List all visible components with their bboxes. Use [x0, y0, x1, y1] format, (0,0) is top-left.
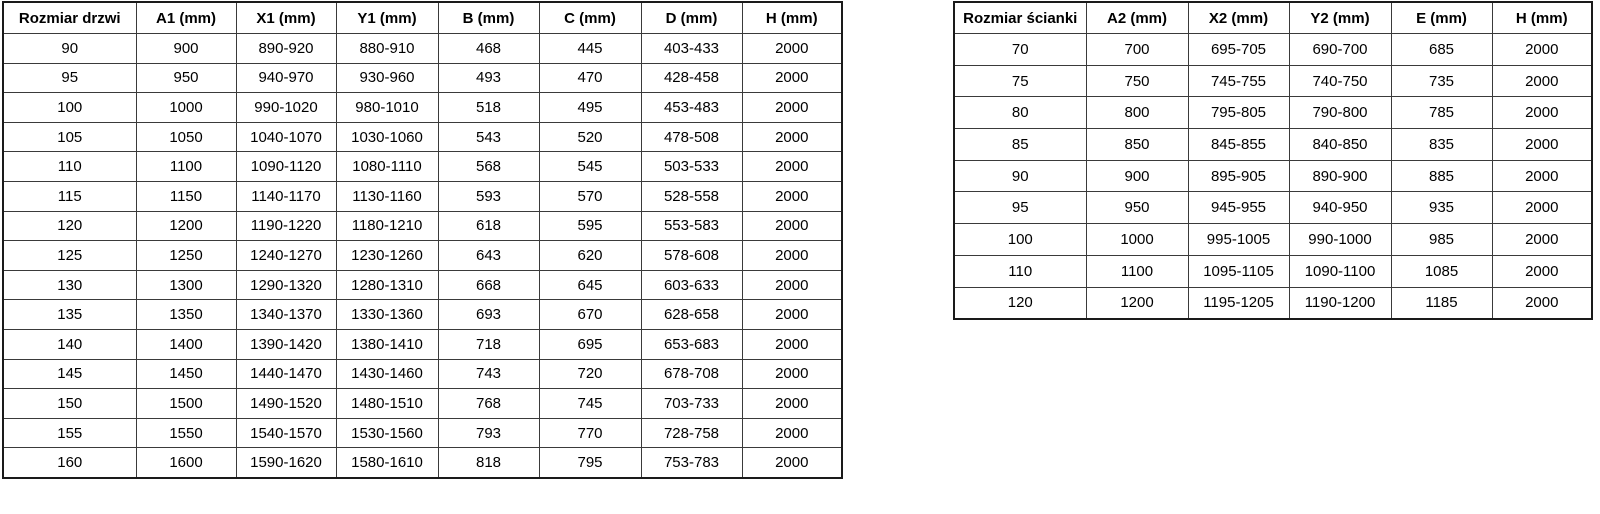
cell: 568	[438, 152, 539, 182]
cell: 990-1020	[236, 93, 336, 123]
cell: 115	[3, 181, 136, 211]
cell: 2000	[742, 211, 842, 241]
cell: 1550	[136, 418, 236, 448]
cell: 453-483	[641, 93, 742, 123]
cell: 1230-1260	[336, 241, 438, 271]
cell: 900	[1086, 160, 1188, 192]
cell: 1090-1100	[1289, 255, 1391, 287]
cell: 835	[1391, 129, 1492, 161]
table-row	[954, 160, 1592, 192]
table-row	[3, 418, 842, 448]
header-cell: X2 (mm)	[1188, 2, 1289, 34]
cell: 1280-1310	[336, 270, 438, 300]
cell: 2000	[1492, 192, 1592, 224]
cell: 1300	[136, 270, 236, 300]
cell: 1030-1060	[336, 122, 438, 152]
cell: 100	[954, 224, 1086, 256]
cell: 520	[539, 122, 641, 152]
cell: 468	[438, 34, 539, 64]
cell: 985	[1391, 224, 1492, 256]
cell: 753-783	[641, 448, 742, 478]
table-row	[3, 389, 842, 419]
cell: 880-910	[336, 34, 438, 64]
header-cell: H (mm)	[742, 2, 842, 34]
cell: 770	[539, 418, 641, 448]
cell: 493	[438, 63, 539, 93]
door-size-table	[2, 1, 843, 479]
cell: 743	[438, 359, 539, 389]
table-row	[3, 300, 842, 330]
header-cell: Rozmiar drzwi	[3, 2, 136, 34]
cell: 2000	[742, 34, 842, 64]
cell: 2000	[1492, 129, 1592, 161]
table-row	[3, 329, 842, 359]
cell: 2000	[1492, 287, 1592, 319]
cell: 1450	[136, 359, 236, 389]
cell: 130	[3, 270, 136, 300]
cell: 578-608	[641, 241, 742, 271]
cell: 478-508	[641, 122, 742, 152]
cell: 1190-1220	[236, 211, 336, 241]
cell: 700	[1086, 34, 1188, 66]
cell: 2000	[742, 448, 842, 478]
cell: 1350	[136, 300, 236, 330]
cell: 1540-1570	[236, 418, 336, 448]
cell: 1200	[1086, 287, 1188, 319]
cell: 2000	[742, 300, 842, 330]
cell: 160	[3, 448, 136, 478]
cell: 1500	[136, 389, 236, 419]
cell: 495	[539, 93, 641, 123]
table-row	[3, 122, 842, 152]
cell: 75	[954, 65, 1086, 97]
cell: 2000	[742, 122, 842, 152]
cell: 895-905	[1188, 160, 1289, 192]
cell: 950	[136, 63, 236, 93]
cell: 145	[3, 359, 136, 389]
cell: 1090-1120	[236, 152, 336, 182]
cell: 2000	[1492, 97, 1592, 129]
table-row	[3, 34, 842, 64]
table-row	[3, 152, 842, 182]
header-cell: E (mm)	[1391, 2, 1492, 34]
cell: 518	[438, 93, 539, 123]
cell: 1180-1210	[336, 211, 438, 241]
cell: 403-433	[641, 34, 742, 64]
cell: 745	[539, 389, 641, 419]
cell: 2000	[742, 389, 842, 419]
cell: 620	[539, 241, 641, 271]
cell: 503-533	[641, 152, 742, 182]
cell: 1195-1205	[1188, 287, 1289, 319]
header-cell: C (mm)	[539, 2, 641, 34]
cell: 850	[1086, 129, 1188, 161]
cell: 1050	[136, 122, 236, 152]
cell: 695-705	[1188, 34, 1289, 66]
cell: 940-970	[236, 63, 336, 93]
cell: 2000	[1492, 34, 1592, 66]
header-cell: X1 (mm)	[236, 2, 336, 34]
cell: 1095-1105	[1188, 255, 1289, 287]
cell: 1140-1170	[236, 181, 336, 211]
cell: 2000	[742, 329, 842, 359]
cell: 693	[438, 300, 539, 330]
cell: 690-700	[1289, 34, 1391, 66]
cell: 120	[3, 211, 136, 241]
cell: 1185	[1391, 287, 1492, 319]
cell: 2000	[1492, 255, 1592, 287]
door-table-header-row	[3, 2, 842, 34]
cell: 2000	[742, 270, 842, 300]
cell: 750	[1086, 65, 1188, 97]
cell: 2000	[1492, 65, 1592, 97]
cell: 2000	[742, 241, 842, 271]
cell: 1200	[136, 211, 236, 241]
cell: 980-1010	[336, 93, 438, 123]
cell: 670	[539, 300, 641, 330]
cell: 1390-1420	[236, 329, 336, 359]
cell: 135	[3, 300, 136, 330]
cell: 793	[438, 418, 539, 448]
cell: 2000	[1492, 160, 1592, 192]
cell: 80	[954, 97, 1086, 129]
cell: 735	[1391, 65, 1492, 97]
table-row	[954, 97, 1592, 129]
cell: 1290-1320	[236, 270, 336, 300]
cell: 628-658	[641, 300, 742, 330]
cell: 720	[539, 359, 641, 389]
header-cell: A1 (mm)	[136, 2, 236, 34]
cell: 995-1005	[1188, 224, 1289, 256]
cell: 930-960	[336, 63, 438, 93]
cell: 553-583	[641, 211, 742, 241]
cell: 950	[1086, 192, 1188, 224]
cell: 155	[3, 418, 136, 448]
cell: 1480-1510	[336, 389, 438, 419]
table-row	[954, 192, 1592, 224]
table-row	[3, 181, 842, 211]
header-cell: Y2 (mm)	[1289, 2, 1391, 34]
cell: 470	[539, 63, 641, 93]
cell: 1580-1610	[336, 448, 438, 478]
cell: 800	[1086, 97, 1188, 129]
table-row	[954, 129, 1592, 161]
header-cell: H (mm)	[1492, 2, 1592, 34]
header-cell: Y1 (mm)	[336, 2, 438, 34]
cell: 1440-1470	[236, 359, 336, 389]
cell: 885	[1391, 160, 1492, 192]
cell: 1400	[136, 329, 236, 359]
table-row	[3, 63, 842, 93]
cell: 528-558	[641, 181, 742, 211]
table-row	[954, 255, 1592, 287]
cell: 150	[3, 389, 136, 419]
cell: 1490-1520	[236, 389, 336, 419]
cell: 668	[438, 270, 539, 300]
cell: 2000	[742, 359, 842, 389]
cell: 1600	[136, 448, 236, 478]
cell: 900	[136, 34, 236, 64]
table-row	[3, 211, 842, 241]
cell: 695	[539, 329, 641, 359]
wall-table-header-row	[954, 2, 1592, 34]
cell: 840-850	[1289, 129, 1391, 161]
cell: 728-758	[641, 418, 742, 448]
cell: 428-458	[641, 63, 742, 93]
cell: 95	[954, 192, 1086, 224]
cell: 90	[954, 160, 1086, 192]
cell: 593	[438, 181, 539, 211]
cell: 1130-1160	[336, 181, 438, 211]
cell: 110	[954, 255, 1086, 287]
cell: 745-755	[1188, 65, 1289, 97]
cell: 785	[1391, 97, 1492, 129]
cell: 100	[3, 93, 136, 123]
cell: 653-683	[641, 329, 742, 359]
cell: 105	[3, 122, 136, 152]
wall-table-body	[954, 34, 1592, 320]
cell: 1000	[1086, 224, 1188, 256]
cell: 845-855	[1188, 129, 1289, 161]
cell: 1190-1200	[1289, 287, 1391, 319]
cell: 1085	[1391, 255, 1492, 287]
cell: 603-633	[641, 270, 742, 300]
cell: 643	[438, 241, 539, 271]
cell: 1590-1620	[236, 448, 336, 478]
cell: 945-955	[1188, 192, 1289, 224]
header-cell: D (mm)	[641, 2, 742, 34]
cell: 1000	[136, 93, 236, 123]
table-row	[3, 448, 842, 478]
cell: 678-708	[641, 359, 742, 389]
cell: 1100	[136, 152, 236, 182]
cell: 595	[539, 211, 641, 241]
cell: 1240-1270	[236, 241, 336, 271]
cell: 935	[1391, 192, 1492, 224]
cell: 1380-1410	[336, 329, 438, 359]
cell: 2000	[742, 93, 842, 123]
cell: 90	[3, 34, 136, 64]
cell: 990-1000	[1289, 224, 1391, 256]
cell: 545	[539, 152, 641, 182]
cell: 740-750	[1289, 65, 1391, 97]
table-row	[954, 65, 1592, 97]
cell: 70	[954, 34, 1086, 66]
cell: 685	[1391, 34, 1492, 66]
cell: 2000	[742, 418, 842, 448]
cell: 795	[539, 448, 641, 478]
cell: 120	[954, 287, 1086, 319]
cell: 1330-1360	[336, 300, 438, 330]
cell: 125	[3, 241, 136, 271]
cell: 85	[954, 129, 1086, 161]
cell: 1250	[136, 241, 236, 271]
header-cell: Rozmiar ścianki	[954, 2, 1086, 34]
cell: 940-950	[1289, 192, 1391, 224]
table-row	[3, 270, 842, 300]
table-row	[3, 93, 842, 123]
cell: 1430-1460	[336, 359, 438, 389]
table-row	[3, 241, 842, 271]
table-row	[954, 224, 1592, 256]
cell: 2000	[742, 63, 842, 93]
cell: 445	[539, 34, 641, 64]
table-row	[954, 34, 1592, 66]
cell: 768	[438, 389, 539, 419]
door-table-body	[3, 34, 842, 478]
cell: 890-900	[1289, 160, 1391, 192]
cell: 2000	[1492, 224, 1592, 256]
cell: 1040-1070	[236, 122, 336, 152]
cell: 140	[3, 329, 136, 359]
cell: 703-733	[641, 389, 742, 419]
cell: 618	[438, 211, 539, 241]
cell: 95	[3, 63, 136, 93]
cell: 1340-1370	[236, 300, 336, 330]
cell: 790-800	[1289, 97, 1391, 129]
cell: 1100	[1086, 255, 1188, 287]
wall-size-table	[953, 1, 1593, 320]
cell: 645	[539, 270, 641, 300]
cell: 818	[438, 448, 539, 478]
cell: 718	[438, 329, 539, 359]
cell: 1530-1560	[336, 418, 438, 448]
cell: 570	[539, 181, 641, 211]
header-cell: B (mm)	[438, 2, 539, 34]
cell: 2000	[742, 152, 842, 182]
table-row	[954, 287, 1592, 319]
cell: 795-805	[1188, 97, 1289, 129]
cell: 543	[438, 122, 539, 152]
cell: 110	[3, 152, 136, 182]
header-cell: A2 (mm)	[1086, 2, 1188, 34]
cell: 1080-1110	[336, 152, 438, 182]
cell: 2000	[742, 181, 842, 211]
table-row	[3, 359, 842, 389]
cell: 890-920	[236, 34, 336, 64]
cell: 1150	[136, 181, 236, 211]
